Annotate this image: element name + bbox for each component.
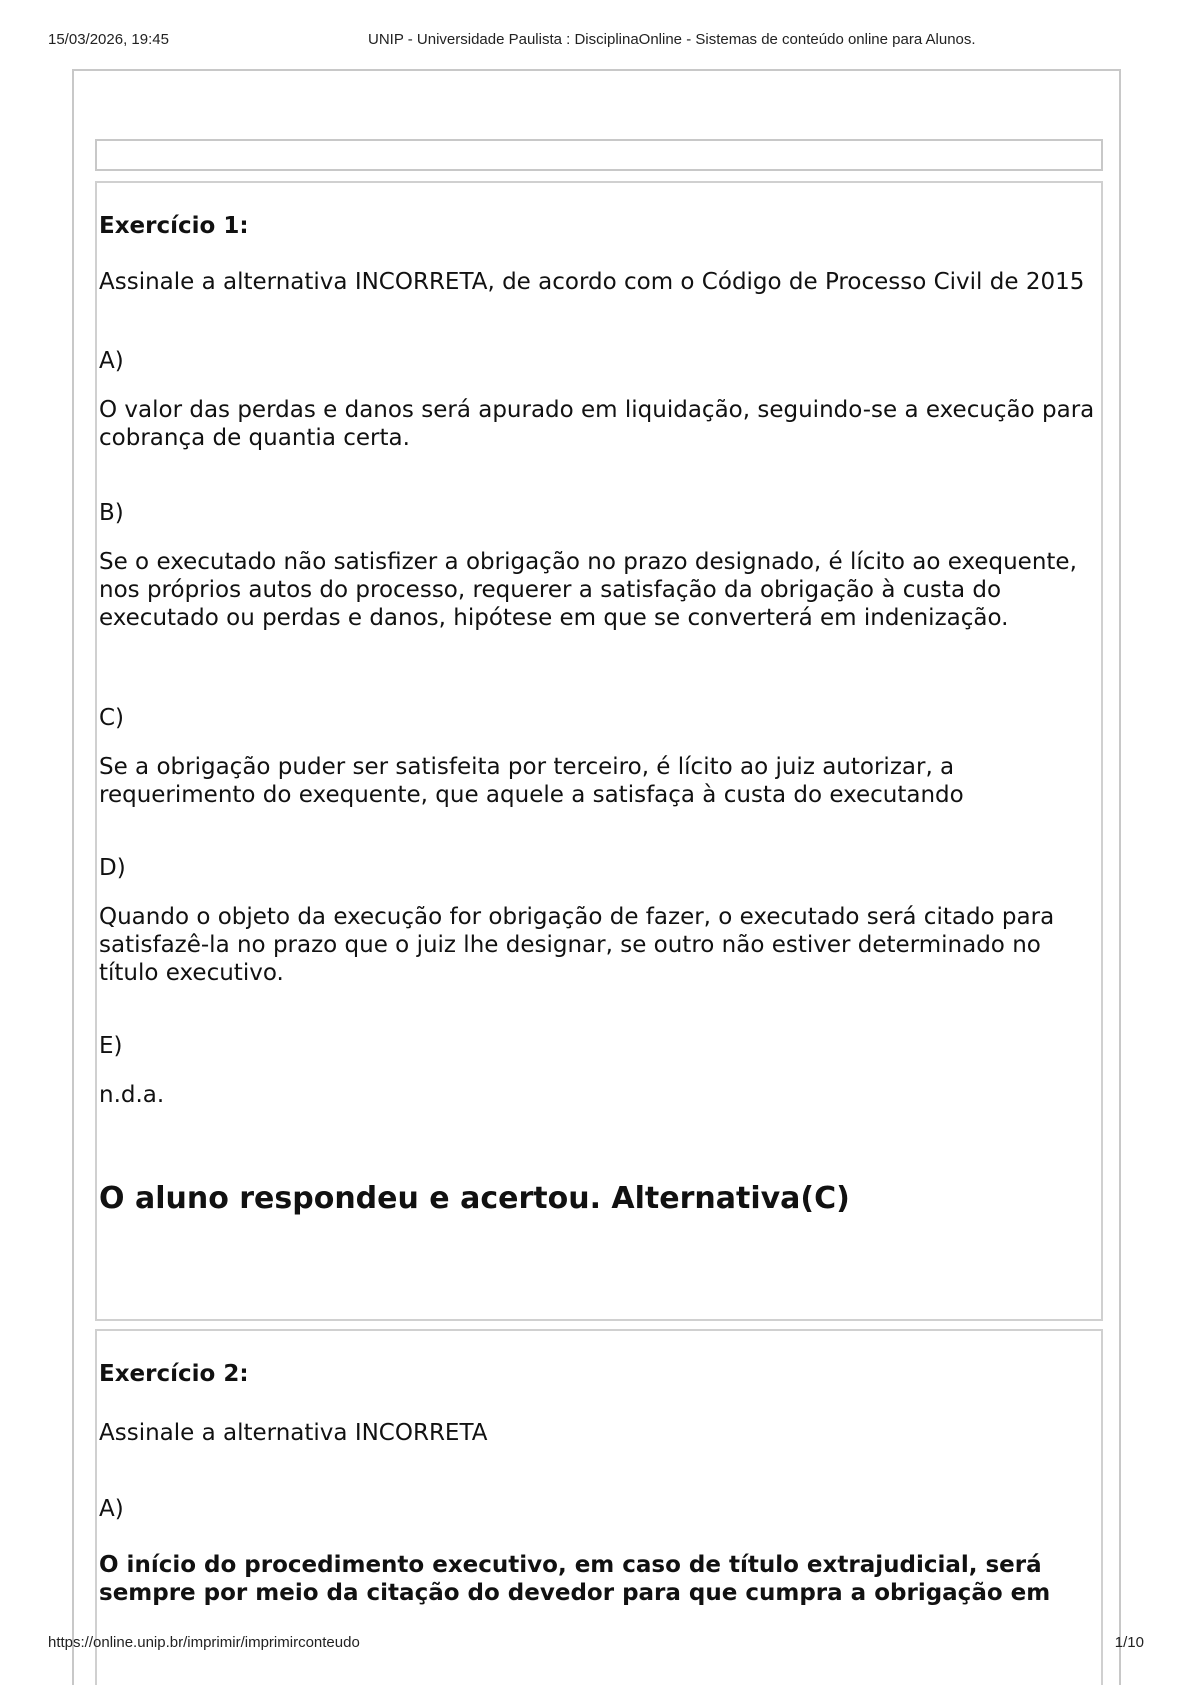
exercise-heading: Exercício 2: <box>99 1361 249 1387</box>
print-page-title: UNIP - Universidade Paulista : DisciplinaOnline - Sistemas de conteúdo online para Alunos. <box>368 31 976 48</box>
answer-result: O aluno respondeu e acertou. Alternativa(C) <box>99 1181 850 1216</box>
option-letter: E) <box>99 1033 123 1059</box>
print-datetime: 15/03/2026, 19:45 <box>48 31 169 48</box>
option-text: n.d.a. <box>99 1082 165 1108</box>
option-letter: B) <box>99 500 124 526</box>
option-letter: A) <box>99 348 124 374</box>
option-letter: C) <box>99 705 125 731</box>
option-text: Se a obrigação puder ser satisfeita por terceiro, é lícito ao juiz autorizar, a requerimento do exequente, que aquele a satisfaça à custa do executando <box>99 754 964 808</box>
option-letter: D) <box>99 855 126 881</box>
page-number: 1/10 <box>1114 1634 1144 1651</box>
print-url: https://online.unip.br/imprimir/imprimirconteudo <box>48 1634 360 1651</box>
print-header <box>48 31 1144 51</box>
option-text: Se o executado não satisfizer a obrigação no prazo designado, é lícito ao exequente, nos próprios autos do processo, requerer a satisfação da obrigação à custa do executado ou perdas e danos, hipótese em que se converterá em indenização. <box>99 549 1077 631</box>
exercise-question: Assinale a alternativa INCORRETA, de acordo com o Código de Processo Civil de 2015 <box>99 269 1085 295</box>
empty-header-box <box>95 139 1103 171</box>
option-text: Quando o objeto da execução for obrigação de fazer, o executado será citado para satisfazê-la no prazo que o juiz lhe designar, se outro não estiver determinado no título executivo. <box>99 904 1055 986</box>
content-frame <box>72 69 1121 1685</box>
exercise-1 <box>95 181 1103 1321</box>
exercise-question: Assinale a alternativa INCORRETA <box>99 1420 488 1446</box>
option-letter: A) <box>99 1496 124 1522</box>
option-text: O valor das perdas e danos será apurado em liquidação, seguindo-se a execução para cobrança de quantia certa. <box>99 397 1095 451</box>
exercise-2 <box>95 1329 1103 1685</box>
option-text: O início do procedimento executivo, em caso de título extrajudicial, será sempre por meio da citação do devedor para que cumpra a obrigação em <box>99 1552 1051 1606</box>
print-footer <box>48 1634 1144 1654</box>
exercise-heading: Exercício 1: <box>99 213 249 239</box>
